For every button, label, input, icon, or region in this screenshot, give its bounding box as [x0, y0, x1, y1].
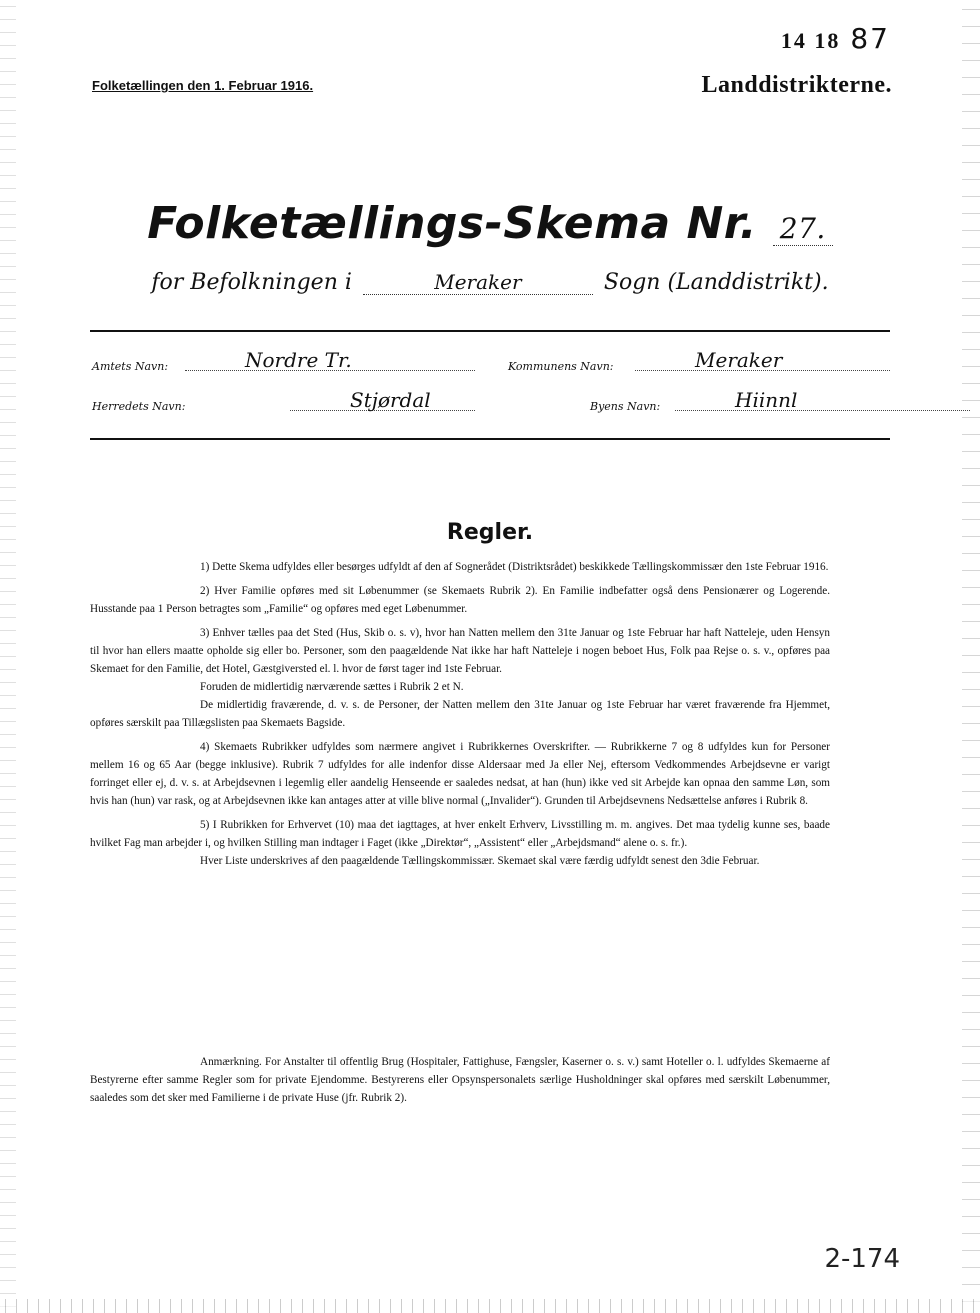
rule-paragraph: Foruden de midlertidig nærværende sættes i Rubrik 2 et N.	[200, 681, 464, 693]
parish-value: Meraker	[363, 270, 593, 295]
divider-top	[90, 330, 890, 332]
herred-label: Herredets Navn:	[92, 400, 186, 413]
amt-value: Nordre Tr.	[185, 349, 475, 371]
scan-edge-right	[962, 0, 980, 1313]
scan-edge-left	[0, 0, 16, 1313]
divider-bottom	[90, 438, 890, 440]
archive-handwritten-mark: 2-174	[824, 1244, 900, 1274]
stamp-handwritten: 87	[850, 22, 890, 55]
rules-body	[90, 558, 830, 876]
rule-paragraph: 1) Dette Skema udfyldes eller besørges udfyldt af den af Sognerådet (Distriktsrådet) beskikkede Tællingskommissær den 1ste Februar 1916.	[200, 561, 829, 573]
scan-edge-bottom	[0, 1299, 980, 1313]
rule-paragraph: 3) Enhver tælles paa det Sted (Hus, Skib o. s. v), hvor han Natten mellem den 31te Januar og 1ste Februar har haft Natteleje, uden Hensyn til hvor han ellers maatte opholde sig eller bo. Personer, som den paagældende Nat ikke har haft Natteleje i nogen beboet Hus, Folk paa Rejse o. s. v., opføres paa Skemaet for den Familie, det Hotel, Gæstgiversted el. l. hvor de først tager ind 1ste Februar.	[90, 627, 830, 675]
subtitle-suffix: Sogn (Landdistrikt).	[603, 270, 829, 295]
by-label: Byens Navn:	[590, 400, 661, 413]
rule-paragraph: 5) I Rubrikken for Erhvervet (10) maa det iagttages, at hver enkelt Erhverv, Livsstilling m. m. angives. Det maa tydelig kunne ses, baade hvilket Fag man arbejder i, og hvilken Stilling man indtager i Faget (ikke „Direktør“, „Assistent“ eller „Arbejdsmand“ alene o. s. fr.).	[90, 819, 830, 849]
rules-heading: Regler.	[446, 520, 534, 545]
form-title-text: Folketællings-Skema Nr.	[147, 198, 757, 249]
form-number: 27.	[773, 212, 833, 246]
herred-value: Stjørdal	[290, 389, 475, 411]
subtitle-prefix: for Befolkningen i	[151, 270, 352, 295]
rule-paragraph: De midlertidig fraværende, d. v. s. de Personer, der Natten mellem den 31te Januar og 1ste Februar har været fraværende fra Hjemmet, opføres særskilt paa Tillægslisten paa Skemaets Bagside.	[90, 699, 830, 729]
kommune-label: Kommunens Navn:	[508, 360, 614, 373]
note-paragraph: Anmærkning. For Anstalter til offentlig Brug (Hospitaler, Fattighuse, Fængsler, Kaserner o. s. v.) samt Hoteller o. l. udfyldes Skemaerne af Bestyrerne efter samme Regler som for private Ejendomme. Bestyrerens eller Opsynspersonalets særlige Husholdninger skal opføres med særskilt Løbenummer, saaledes som det sker med Familierne i de private Huse (jfr. Rubrik 2).	[90, 1056, 830, 1104]
kommune-value: Meraker	[635, 349, 890, 371]
district-heading: Landdistrikterne.	[701, 72, 892, 98]
rule-paragraph: Hver Liste underskrives af den paagældende Tællingskommissær. Skemaet skal være færdig udfyldt senest den 3die Februar.	[200, 855, 760, 867]
rule-paragraph: 2) Hver Familie opføres med sit Løbenummer (se Skemaets Rubrik 2). En Familie indbefatter også dens Pensionærer og Logerende. Husstande paa 1 Person betragtes som „Familie“ og opføres med eget Løbenummer.	[90, 585, 830, 615]
archive-stamp	[781, 22, 890, 55]
census-date-heading: Folketællingen den 1. Februar 1916.	[92, 78, 314, 93]
rule-paragraph: 4) Skemaets Rubrikker udfyldes som nærmere angivet i Rubrikkernes Overskrifter. — Rubrikkerne 7 og 8 udfyldes kun for Personer mellem 16 og 65 Aar (begge inklusive). Rubrik 7 udfyldes for alle indenfor disse Aldersaar med Ja eller Nej, eftersom Vedkommendes Arbejdsevne er varigt forringet eller ej, d. v. s. at Arbejdsevnen i legemlig eller aandelig Henseende er saaledes nedsat, at han (hun) ikke ved sit Arbejde kan opnaa den samme Løn, som hvis han (hun) var rask, og at Arbejdsevnen ikke kan antages atter at ville blive normal („Invalider“). Grunden til Arbejdsevnens Nedsættelse anføres i Rubrik 8.	[90, 741, 830, 807]
amt-label: Amtets Navn:	[92, 360, 169, 373]
by-value: Hiinnl	[675, 389, 970, 411]
form-subtitle	[0, 270, 980, 295]
form-title	[0, 198, 980, 249]
stamp-printed: 14 18	[780, 28, 841, 53]
